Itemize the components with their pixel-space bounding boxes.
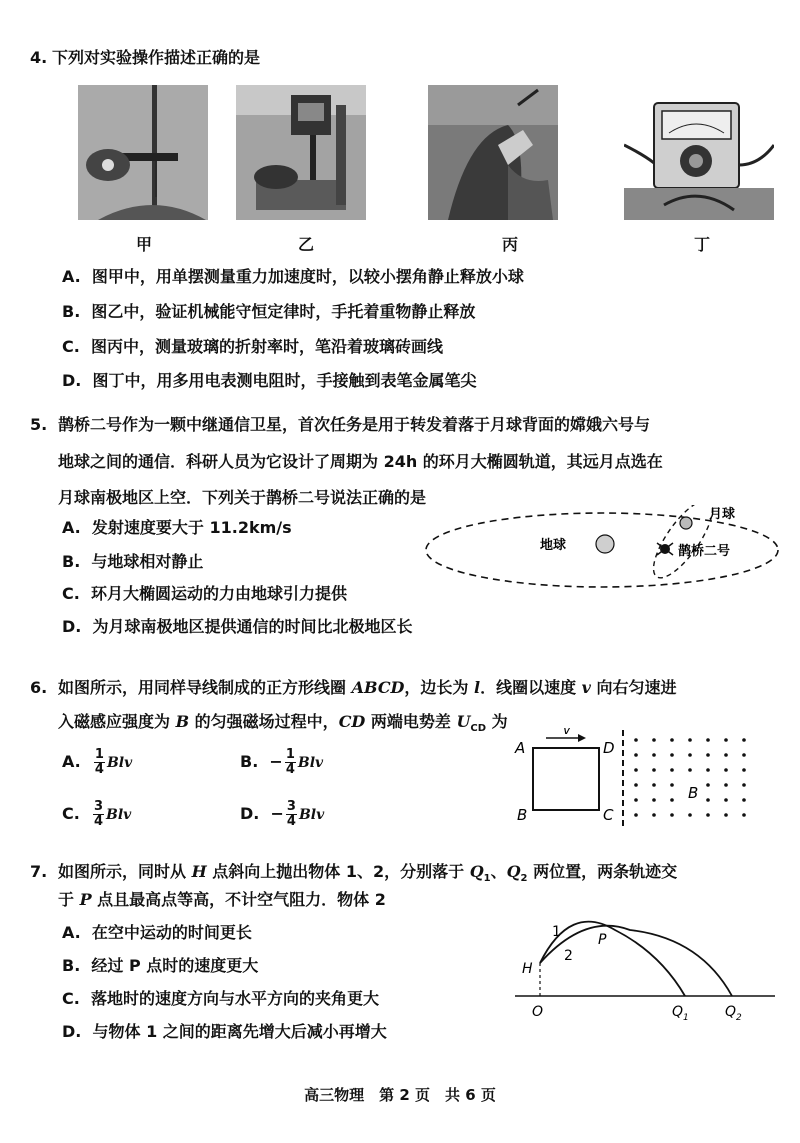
q5-line-1: 鹊桥二号作为一颗中继通信卫星，首次任务是用于转发着落于月球背面的嫦娥六号与 <box>58 415 651 434</box>
q5-option-a <box>62 518 292 538</box>
label-A: A <box>515 739 526 757</box>
field-dot <box>652 783 656 787</box>
earth-icon <box>596 535 614 553</box>
field-dot <box>742 753 746 757</box>
q6-option-a: A. $\frac{1}{4}$ Blv <box>62 747 133 777</box>
option-label: B. <box>62 302 81 321</box>
photo-bing <box>428 85 558 220</box>
fraction: $\frac{1}{4}$ <box>285 747 295 777</box>
option-label: A. <box>62 518 81 537</box>
label-earth: 地球 <box>540 538 567 553</box>
q5-orbit-figure <box>420 505 785 600</box>
field-dot <box>634 738 638 742</box>
fraction: $\frac{3}{4}$ <box>286 799 296 829</box>
q7-line-2: 于 P 点且最高点等高，不计空气阻力．物体 2 <box>58 890 386 909</box>
field-dot <box>742 813 746 817</box>
option-label: C. <box>62 337 80 356</box>
label-P: P <box>598 932 607 948</box>
q7-option-a <box>62 923 252 943</box>
q7-option-d <box>62 1022 387 1042</box>
field-dot <box>634 813 638 817</box>
option-text: 与物体 1 之间的距离先增大后减小再增大 <box>92 1022 387 1041</box>
field-dot <box>742 798 746 802</box>
option-label: B. <box>62 956 81 975</box>
field-dot <box>670 783 674 787</box>
field-dot <box>742 783 746 787</box>
option-label: A. <box>62 752 81 771</box>
option-text: 经过 P 点时的速度更大 <box>91 956 259 975</box>
q5-option-d <box>62 617 413 637</box>
field-dot <box>706 783 710 787</box>
photo-ding <box>624 85 774 220</box>
q4-option-a <box>62 267 524 287</box>
field-dot <box>724 813 728 817</box>
square-coil <box>533 748 599 810</box>
q7-trajectory-figure <box>510 908 780 1028</box>
field-dot <box>724 738 728 742</box>
option-label: D. <box>62 617 82 636</box>
label-Q1: $Q_1$ <box>672 1004 689 1023</box>
field-dot <box>706 738 710 742</box>
option-text: 在空中运动的时间更长 <box>91 923 252 942</box>
field-dot <box>670 768 674 772</box>
option-text: 落地时的速度方向与水平方向的夹角更大 <box>90 989 379 1008</box>
option-text: 图乙中，验证机械能守恒定律时，手托着重物静止释放 <box>91 302 476 321</box>
field-dot <box>724 753 728 757</box>
option-text: 与地球相对静止 <box>91 552 204 571</box>
field-dot <box>652 768 656 772</box>
photo-yi <box>236 85 366 220</box>
label-moon: 月球 <box>709 507 736 522</box>
option-text: 环月大椭圆运动的力由地球引力提供 <box>90 584 347 603</box>
field-dot <box>706 753 710 757</box>
label-O: O <box>532 1004 544 1020</box>
field-dot <box>634 783 638 787</box>
field-dots <box>634 738 746 817</box>
q6-line-2: 入磁感应强度为 B 的匀强磁场过程中，CD 两端电势差 $U_{CD}$ 为 <box>58 712 508 735</box>
field-dot <box>634 768 638 772</box>
field-dot <box>706 813 710 817</box>
option-label: C. <box>62 804 80 823</box>
field-dot <box>652 813 656 817</box>
option-text: 图甲中，用单摆测量重力加速度时，以较小摆角静止释放小球 <box>91 267 524 286</box>
q4-option-d <box>62 371 477 391</box>
q5-line-3: 月球南极地区上空．下列关于鹊桥二号说法正确的是 <box>58 488 427 507</box>
field-dot <box>742 768 746 772</box>
field-dot <box>652 738 656 742</box>
caption-ding: 丁 <box>693 235 710 254</box>
option-label: B. <box>62 552 81 571</box>
field-dot <box>706 798 710 802</box>
fraction: $\frac{1}{4}$ <box>94 747 104 777</box>
q7-option-b <box>62 956 258 976</box>
moon-icon <box>680 517 692 529</box>
caption-yi: 乙 <box>297 235 314 254</box>
q4-number: 4. <box>30 48 48 67</box>
field-dot <box>652 798 656 802</box>
field-dot <box>688 753 692 757</box>
field-dot <box>706 768 710 772</box>
field-dot <box>634 798 638 802</box>
q5-option-b <box>62 552 203 572</box>
fraction: $\frac{3}{4}$ <box>93 799 104 829</box>
option-text: 为月球南极地区提供通信的时间比北极地区长 <box>92 617 413 636</box>
field-dot <box>670 798 674 802</box>
option-text: 发射速度要大于 11.2km/s <box>91 518 292 537</box>
label-H: H <box>522 961 533 977</box>
q6-line-1: 如图所示，用同样导线制成的正方形线圈 ABCD，边长为 l．线圈以速度 v 向右匀速进 <box>58 678 677 697</box>
label-2: 2 <box>564 948 573 964</box>
label-Q2: $Q_2$ <box>725 1004 742 1023</box>
page-footer: 高三物理 第 2 页 共 6 页 <box>304 1086 496 1104</box>
option-label: C. <box>62 584 80 603</box>
photo-jia <box>78 85 208 220</box>
field-dot <box>670 753 674 757</box>
q7-number: 7. <box>30 862 48 881</box>
label-v: v <box>563 728 571 738</box>
field-dot <box>688 813 692 817</box>
option-label: A. <box>62 923 81 942</box>
label-field-B: B <box>688 784 699 802</box>
q5-option-c <box>62 584 347 604</box>
q6-option-b: B. − $\frac{1}{4}$ Blv <box>240 747 324 777</box>
field-dot <box>724 768 728 772</box>
option-label: C. <box>62 989 80 1008</box>
trajectory-1 <box>540 922 685 996</box>
option-label: D. <box>62 1022 82 1041</box>
label-D: D <box>603 739 615 757</box>
option-text: 图丙中，测量玻璃的折射率时，笔沿着玻璃砖画线 <box>90 337 443 356</box>
q6-option-d: D. − $\frac{3}{4}$ Blv <box>240 799 325 829</box>
option-label: D. <box>62 371 82 390</box>
caption-bing: 丙 <box>501 235 518 254</box>
label-satellite: 鹊桥二号 <box>678 544 731 559</box>
label-C: C <box>603 806 614 824</box>
q6-coil-figure <box>510 728 760 828</box>
caption-jia: 甲 <box>135 235 152 254</box>
label-B: B <box>517 806 528 824</box>
q5-line-2: 地球之间的通信．科研人员为它设计了周期为 24h 的环月大椭圆轨道，其远月点选在 <box>58 452 663 471</box>
option-text: 图丁中，用多用电表测电阻时，手接触到表笔金属笔尖 <box>92 371 477 390</box>
q4-option-b <box>62 302 475 322</box>
option-label: D. <box>240 804 260 823</box>
field-dot <box>688 738 692 742</box>
field-dot <box>634 753 638 757</box>
field-dot <box>742 738 746 742</box>
label-1: 1 <box>552 924 561 940</box>
q6-option-c: C. $\frac{3}{4}$ Blv <box>62 799 132 829</box>
field-dot <box>724 798 728 802</box>
field-dot <box>688 768 692 772</box>
q4-option-c <box>62 337 443 357</box>
q7-line-1: 如图所示，同时从 H 点斜向上抛出物体 1、2，分别落于 $Q_1$、$Q_2$ 两位置，两条轨迹交 <box>58 862 678 885</box>
q7-option-c <box>62 989 379 1009</box>
option-label: A. <box>62 267 81 286</box>
field-dot <box>724 783 728 787</box>
field-dot <box>670 738 674 742</box>
field-dot <box>652 753 656 757</box>
q4-stem: 下列对实验操作描述正确的是 <box>52 48 261 67</box>
q6-number: 6. <box>30 678 48 697</box>
option-label: B. <box>240 752 259 771</box>
field-dot <box>670 813 674 817</box>
q5-number: 5. <box>30 415 48 434</box>
